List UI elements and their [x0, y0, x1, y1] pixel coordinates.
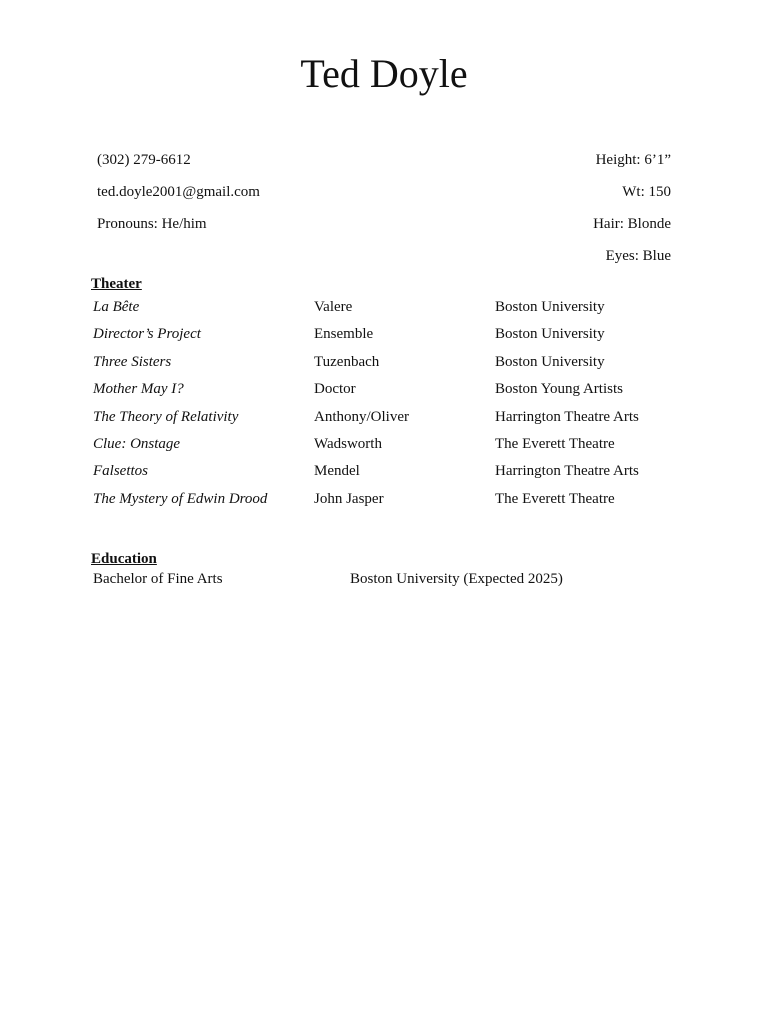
school: Boston University (Expected 2025)	[350, 571, 563, 587]
show-title: The Mystery of Edwin Drood	[93, 490, 268, 507]
venue: Harrington Theatre Arts	[495, 463, 639, 480]
phone-number: (302) 279-6612	[97, 152, 191, 168]
degree: Bachelor of Fine Arts	[93, 571, 223, 587]
credit-row	[93, 407, 693, 434]
show-title: Director’s Project	[93, 326, 201, 343]
credit-row	[93, 379, 693, 406]
physical-stats	[593, 150, 671, 278]
hair-color: Hair: Blonde	[593, 216, 671, 232]
role: Tuzenbach	[314, 353, 380, 370]
venue: Boston Young Artists	[495, 381, 623, 398]
venue: Boston University	[495, 299, 605, 315]
credit-row	[93, 434, 693, 461]
height: Height: 6’1”	[595, 152, 671, 168]
venue: Boston University	[495, 326, 605, 343]
credit-row	[93, 324, 693, 351]
show-title: Falsettos	[93, 463, 148, 480]
show-title: Mother May I?	[93, 381, 184, 398]
role: Wadsworth	[314, 435, 382, 452]
theater-credits	[93, 297, 693, 516]
eye-color: Eyes: Blue	[605, 248, 671, 264]
pronouns: Pronouns: He/him	[97, 216, 207, 232]
show-title: Clue: Onstage	[93, 435, 181, 452]
education-heading: Education	[91, 551, 157, 567]
venue: Harrington Theatre Arts	[495, 408, 639, 425]
show-title: The Theory of Relativity	[93, 408, 239, 425]
show-title: La Bête	[93, 299, 140, 315]
credit-row	[93, 461, 693, 488]
role: Valere	[314, 299, 353, 315]
email-address: ted.doyle2001@gmail.com	[97, 184, 260, 200]
role: Mendel	[314, 463, 360, 480]
credit-row	[93, 489, 693, 516]
role: Anthony/Oliver	[314, 408, 409, 425]
venue: The Everett Theatre	[495, 490, 615, 507]
contact-info	[97, 150, 260, 246]
credit-row	[93, 352, 693, 379]
weight: Wt: 150	[622, 184, 671, 200]
venue: Boston University	[495, 353, 605, 370]
role: Ensemble	[314, 326, 374, 343]
show-title: Three Sisters	[93, 353, 172, 370]
venue: The Everett Theatre	[495, 435, 615, 452]
credit-row	[93, 297, 693, 324]
role: Doctor	[314, 381, 356, 398]
role: John Jasper	[314, 490, 384, 507]
resume-name: Ted Doyle	[300, 51, 468, 96]
theater-heading: Theater	[91, 276, 142, 292]
